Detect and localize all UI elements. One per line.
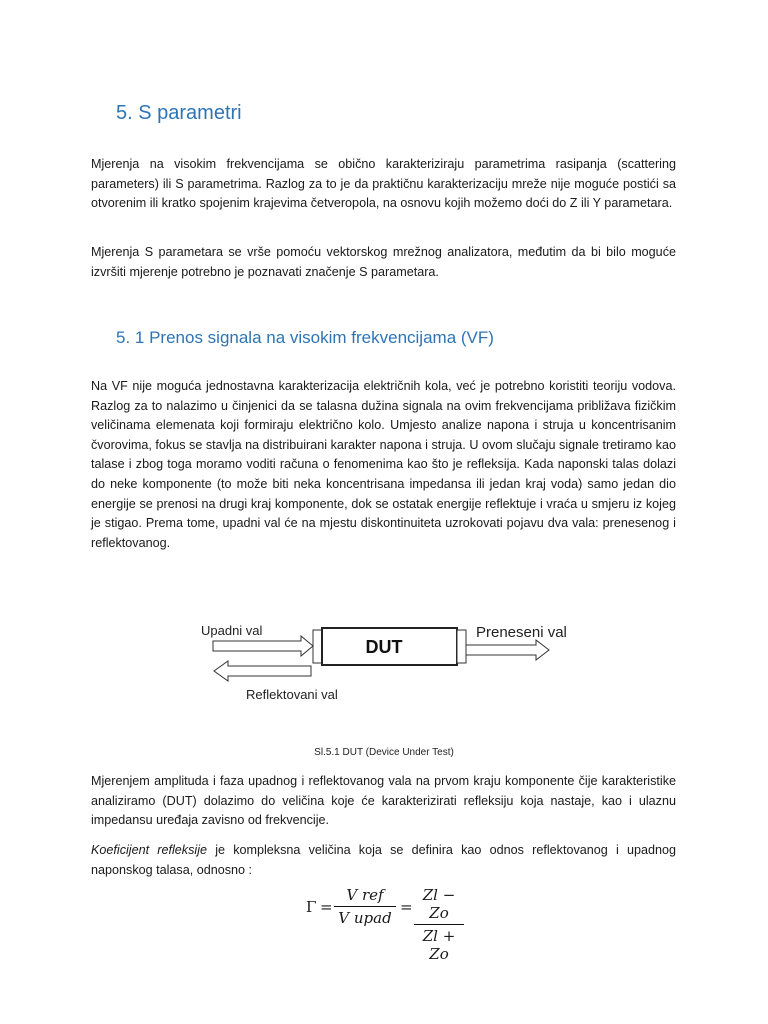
transmitted-wave-label: Preneseni val <box>476 624 567 641</box>
paragraph-intro: Mjerenja na visokim frekvencijama se obično karakteriziraju parametrima rasipanja (scattering parameters) ili S parametrima. Razlog za to je da praktičnu karakterizaciju mreže nije moguće postići sa otvorenim ili kratko spojenim krajevima četveropola, na osnovu kojih možemo doći do Z ili Y parametara. <box>91 157 676 211</box>
dut-left-port <box>313 630 322 663</box>
transmitted-wave-arrow <box>466 640 549 660</box>
numerator-zl-minus-zo: Zl − Zo <box>414 886 464 925</box>
incident-wave-arrow <box>213 636 313 656</box>
paragraph-reflection-coefficient <box>91 841 676 880</box>
reflected-wave-label: Reflektovani val <box>246 687 338 702</box>
numerator-v-ref: V ref <box>334 886 396 907</box>
dut-diagram <box>0 600 768 720</box>
gamma-symbol: Γ <box>306 898 317 916</box>
denominator-zl-plus-zo: Zl + Zo <box>422 927 456 963</box>
denominator-v-upad: V upad <box>338 909 392 927</box>
equals-sign-2: = <box>400 898 413 916</box>
dut-label: DUT <box>365 637 403 657</box>
figure-caption: Sl.5.1 DUT (Device Under Test) <box>314 747 454 758</box>
section-heading-s-parametri: 5. S parametri <box>116 102 242 124</box>
subsection-heading-vf: 5. 1 Prenos signala na visokim frekvencijama (VF) <box>116 328 494 347</box>
paragraph-vna: Mjerenja S parametara se vrše pomoću vektorskog mrežnog analizatora, međutim da bi bilo moguće izvršiti mjerenje potrebno je poznavati značenje S parametara. <box>91 245 676 279</box>
equals-sign: = <box>320 898 333 916</box>
reflected-wave-arrow <box>214 661 311 681</box>
dut-right-port <box>457 630 466 663</box>
paragraph-definition-text: je kompleksna veličina koja se definira kao odnos reflektovanog i upadnog naponskog talasa, odnosno : <box>91 843 676 877</box>
term-reflection-coefficient: Koeficijent refleksije <box>91 843 207 857</box>
paragraph-vf-transmission: Na VF nije moguća jednostavna karakterizacija električnih kola, već je potrebno koristiti teoriju vodova. Razlog za to nalazimo u činjenici da se talasna dužina signala na ovim frekvencijama približava fizičkim veličinama elemenata koji formiraju električno kolo. Umjesto analize napona i struja u koncentrisanim čvorovima, fokus se stavlja na distribuirani karakter napona i struja. U ovom slučaju signale tretiramo kao talase i zbog toga moramo voditi računa o fenomenima kao što je refleksija. Kada naponski talas dolazi do neke komponente (to može biti neka koncentrisana impedansa ili jedan kraj voda) samo jedan dio energije se prenosi na drugi kraj komponente, dok se ostatak energije reflektuje i vraća u smjeru iz kojeg je stigao. Prema tome, upadni val će na mjestu diskontinuiteta uzrokovati pojavu dva vala: prenesenog i reflektovanog. <box>91 379 676 550</box>
incident-wave-label: Upadni val <box>201 623 263 638</box>
paragraph-measurement: Mjerenjem amplituda i faza upadnog i reflektovanog vala na prvom kraju komponente čije karakteristike analiziramo (DUT) dolazimo do veličina koje će karakterizirati refleksiju koja nastaje, kao i ulaznu impedansu uređaja zavisno od frekvencije. <box>91 774 676 828</box>
fraction-impedance-ratio <box>414 886 464 963</box>
fraction-voltage-ratio <box>334 886 396 927</box>
